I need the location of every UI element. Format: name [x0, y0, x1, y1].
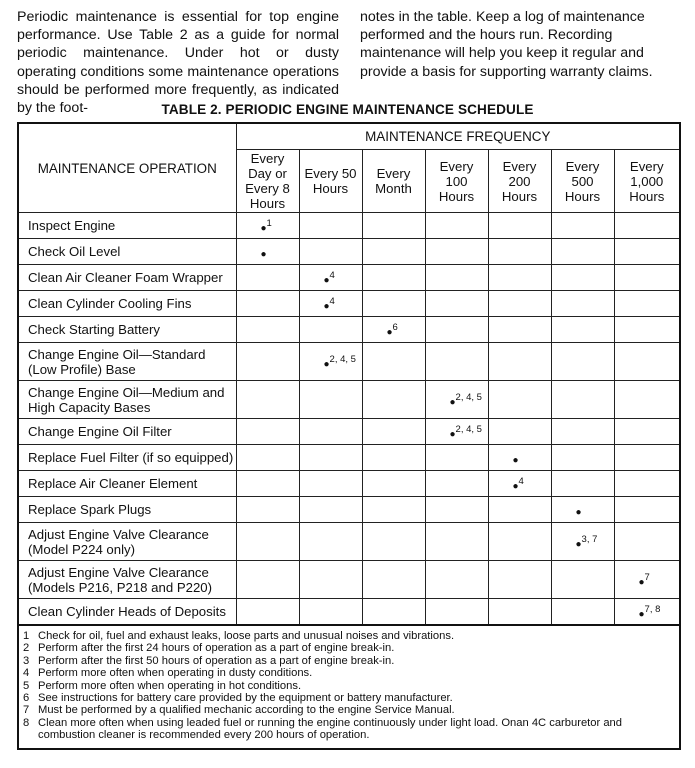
- frequency-cell: [551, 291, 614, 317]
- frequency-cell: [488, 523, 551, 561]
- operation-label: Change Engine Oil—Medium and: [28, 384, 225, 400]
- frequency-cell: [425, 561, 488, 599]
- footnote-reference: 6: [392, 321, 398, 333]
- frequency-cell: [299, 265, 362, 291]
- table-row: [18, 599, 680, 626]
- frequency-cell: [551, 445, 614, 471]
- frequency-cell: [614, 523, 680, 561]
- frequency-cell: [488, 599, 551, 626]
- frequency-cell: [362, 265, 425, 291]
- footnote-text: Perform more often when operating in dusty conditions.: [38, 667, 313, 680]
- maintenance-schedule-table: [17, 122, 681, 750]
- frequency-header: MAINTENANCE FREQUENCY: [236, 123, 680, 150]
- table-title: TABLE 2. PERIODIC ENGINE MAINTENANCE SCHEDULE: [161, 102, 534, 117]
- operation-label: Replace Spark Plugs: [28, 502, 152, 517]
- frequency-cell: [551, 213, 614, 239]
- schedule-mark: [261, 218, 272, 234]
- frequency-cell: [614, 343, 680, 381]
- frequency-header-line: Every: [376, 166, 411, 181]
- schedule-mark: [576, 502, 582, 518]
- operation-cell: [18, 419, 236, 445]
- footnote-item: [23, 667, 679, 679]
- footnote-item: [23, 680, 679, 692]
- frequency-cell: [614, 317, 680, 343]
- frequency-cell: [236, 291, 299, 317]
- operation-label: Change Engine Oil Filter: [28, 424, 172, 439]
- operation-label: Change Engine Oil—Standard: [28, 346, 206, 362]
- schedule-mark: [261, 244, 267, 260]
- operation-cell: [18, 445, 236, 471]
- bullet-icon: ●: [323, 274, 330, 286]
- frequency-cell: [362, 381, 425, 419]
- frequency-cell: [425, 213, 488, 239]
- footnote-number: 8: [23, 716, 30, 729]
- frequency-cell: [299, 497, 362, 523]
- footnote-number: 5: [23, 679, 30, 692]
- bullet-icon: ●: [638, 576, 645, 588]
- footnote-text: Must be performed by a qualified mechanic according to the engine Service Manual.: [38, 704, 455, 717]
- frequency-cell: [551, 471, 614, 497]
- operation-cell: [18, 599, 236, 626]
- frequency-column-header: [299, 150, 362, 213]
- footnote-reference: 3, 7: [581, 533, 598, 545]
- footnote-text: See instructions for battery care provided by the equipment or battery manufacturer.: [38, 692, 453, 705]
- bullet-icon: ●: [449, 396, 456, 408]
- frequency-cell: [299, 291, 362, 317]
- operation-cell: [18, 497, 236, 523]
- frequency-cell: [362, 561, 425, 599]
- frequency-cell: [425, 291, 488, 317]
- frequency-cell: [236, 213, 299, 239]
- frequency-cell: [551, 317, 614, 343]
- operation-label: Replace Air Cleaner Element: [28, 476, 198, 491]
- intro-left-column: Periodic maintenance is essential for top engine performance. Use Table 2 as a guide for normal periodic maintenance. Under hot or dusty operating conditions some maintenance operations should be performed more frequently, as indicated by the foot-: [17, 9, 339, 117]
- footnote-reference: 7, 8: [644, 603, 661, 615]
- frequency-cell: [614, 381, 680, 419]
- footnote-reference: 2, 4, 5: [455, 391, 482, 403]
- footnotes: [18, 625, 680, 749]
- frequency-cell: [362, 471, 425, 497]
- frequency-cell: [236, 343, 299, 381]
- bullet-icon: ●: [323, 358, 330, 370]
- footnote-text: Perform after the first 50 hours of operation as a part of engine break-in.: [38, 654, 395, 667]
- frequency-header-line: Hours: [312, 181, 349, 196]
- frequency-cell: [614, 291, 680, 317]
- footnote-reference: 4: [329, 295, 335, 307]
- schedule-mark: [324, 270, 335, 286]
- frequency-cell: [236, 561, 299, 599]
- footnote-number: 3: [23, 654, 30, 667]
- operation-label: Check Starting Battery: [28, 322, 160, 337]
- schedule-mark: [576, 534, 598, 550]
- footnote-number: 7: [23, 704, 30, 717]
- frequency-cell: [236, 419, 299, 445]
- frequency-cell: [236, 471, 299, 497]
- bullet-icon: ●: [575, 506, 582, 518]
- schedule-mark: [450, 424, 482, 440]
- operation-cell: [18, 317, 236, 343]
- frequency-cell: [236, 317, 299, 343]
- frequency-cell: [299, 445, 362, 471]
- frequency-column-header: [236, 150, 299, 213]
- frequency-cell: [614, 561, 680, 599]
- table-row: [18, 381, 680, 419]
- footnote-text: Perform more often when operating in hot conditions.: [38, 679, 302, 692]
- schedule-mark: [639, 604, 661, 620]
- operation-cell: [18, 265, 236, 291]
- frequency-cell: [614, 419, 680, 445]
- frequency-cell: [551, 343, 614, 381]
- footnote-reference: 7: [644, 571, 650, 583]
- schedule-mark: [513, 476, 524, 492]
- frequency-cell: [425, 317, 488, 343]
- frequency-column-header: [551, 150, 614, 213]
- frequency-cell: [551, 381, 614, 419]
- frequency-cell: [488, 471, 551, 497]
- frequency-column-header: [362, 150, 425, 213]
- footnote-reference: 2, 4, 5: [329, 353, 356, 365]
- frequency-cell: [236, 445, 299, 471]
- footnote-text: Check for oil, fuel and exhaust leaks, loose parts and unusual noises and vibrations.: [38, 630, 455, 642]
- operation-label: Inspect Engine: [28, 218, 116, 233]
- frequency-cell: [614, 213, 680, 239]
- frequency-cell: [488, 291, 551, 317]
- footnote-text: Clean more often when using leaded fuel or running the engine continuously under light load. Onan 4C carburetor and combustion cleaner is recommended every 200 hours of operation.: [38, 716, 623, 742]
- frequency-cell: [362, 343, 425, 381]
- frequency-cell: [488, 343, 551, 381]
- operation-label: (Model P224 only): [28, 541, 136, 557]
- frequency-cell: [236, 265, 299, 291]
- frequency-cell: [614, 265, 680, 291]
- operation-column-header: MAINTENANCE OPERATION: [18, 123, 236, 213]
- frequency-cell: [362, 523, 425, 561]
- frequency-header-line: 1,000: [630, 173, 664, 189]
- table-row: [18, 445, 680, 471]
- frequency-header-line: Hours: [501, 188, 538, 204]
- frequency-cell: [362, 497, 425, 523]
- frequency-cell: [614, 471, 680, 497]
- frequency-cell: [362, 291, 425, 317]
- frequency-cell: [488, 381, 551, 419]
- table-row: [18, 561, 680, 599]
- frequency-cell: [614, 239, 680, 265]
- operation-cell: [18, 343, 236, 381]
- frequency-cell: [362, 419, 425, 445]
- table-row: [18, 317, 680, 343]
- bullet-icon: ●: [260, 222, 267, 234]
- footnote-text: Perform after the first 24 hours of operation as a part of engine break-in.: [38, 642, 395, 655]
- bullet-icon: ●: [323, 300, 330, 312]
- table-row: [18, 343, 680, 381]
- operation-cell: [18, 239, 236, 265]
- frequency-cell: [425, 599, 488, 626]
- frequency-cell: [614, 497, 680, 523]
- frequency-cell: [236, 239, 299, 265]
- schedule-mark: [450, 392, 482, 408]
- frequency-cell: [299, 523, 362, 561]
- frequency-cell: [425, 497, 488, 523]
- frequency-cell: [299, 561, 362, 599]
- footnote-number: 1: [23, 630, 30, 642]
- operation-cell: [18, 523, 236, 561]
- frequency-cell: [488, 213, 551, 239]
- frequency-header-line: Hours: [438, 188, 475, 204]
- frequency-cell: [236, 497, 299, 523]
- frequency-header-line: Every: [629, 158, 664, 174]
- frequency-header-line: Every: [439, 158, 474, 174]
- footnote-item: [23, 642, 679, 654]
- frequency-cell: [551, 561, 614, 599]
- table-row: [18, 523, 680, 561]
- footnote-item: [23, 717, 679, 742]
- bullet-icon: ●: [449, 428, 456, 440]
- frequency-header-line: Every: [565, 158, 600, 174]
- table-row: [18, 419, 680, 445]
- footnote-item: [23, 655, 679, 667]
- operation-label: Clean Cylinder Heads of Deposits: [28, 604, 226, 619]
- bullet-icon: ●: [638, 608, 645, 620]
- footnote-item: [23, 630, 679, 642]
- footnote-reference: 4: [329, 269, 335, 281]
- frequency-cell: [551, 419, 614, 445]
- frequency-cell: [425, 381, 488, 419]
- footnote-reference: 1: [266, 217, 272, 229]
- frequency-cell: [551, 239, 614, 265]
- frequency-cell: [488, 317, 551, 343]
- intro-text: [17, 8, 682, 117]
- frequency-cell: [488, 445, 551, 471]
- operation-label: Adjust Engine Valve Clearance: [28, 526, 209, 542]
- frequency-cell: [488, 265, 551, 291]
- schedule-mark: [387, 322, 398, 338]
- frequency-cell: [425, 523, 488, 561]
- frequency-cell: [425, 419, 488, 445]
- operation-label: Check Oil Level: [28, 244, 121, 259]
- frequency-cell: [614, 445, 680, 471]
- footnote-reference: 2, 4, 5: [455, 423, 482, 435]
- bullet-icon: ●: [386, 326, 393, 338]
- frequency-header-line: Every 50: [304, 166, 357, 181]
- frequency-cell: [425, 343, 488, 381]
- operation-cell: [18, 213, 236, 239]
- frequency-cell: [236, 599, 299, 626]
- frequency-cell: [488, 497, 551, 523]
- footnote-reference: 4: [518, 475, 524, 487]
- frequency-cell: [362, 213, 425, 239]
- operation-label: Clean Air Cleaner Foam Wrapper: [28, 270, 223, 285]
- frequency-cell: [488, 239, 551, 265]
- operation-label: Replace Fuel Filter (if so equipped): [28, 450, 234, 465]
- operation-label: (Models P216, P218 and P220): [28, 579, 213, 595]
- bullet-icon: ●: [260, 248, 267, 260]
- frequency-header-line: Month: [375, 181, 412, 196]
- frequency-cell: [362, 445, 425, 471]
- frequency-cell: [299, 419, 362, 445]
- operation-label: Adjust Engine Valve Clearance: [28, 564, 209, 580]
- frequency-cell: [551, 599, 614, 626]
- table-row: [18, 471, 680, 497]
- table-row: [18, 239, 680, 265]
- table-row: [18, 213, 680, 239]
- frequency-header-line: Hours: [249, 196, 286, 211]
- bullet-icon: ●: [575, 538, 582, 550]
- frequency-header-line: Every: [502, 158, 537, 174]
- operation-label: Clean Cylinder Cooling Fins: [28, 296, 192, 311]
- schedule-mark: [513, 450, 519, 466]
- frequency-cell: [614, 599, 680, 626]
- frequency-header-line: 200: [508, 173, 531, 189]
- frequency-cell: [551, 265, 614, 291]
- frequency-header-line: Every: [250, 151, 285, 166]
- frequency-cell: [551, 523, 614, 561]
- frequency-cell: [299, 343, 362, 381]
- frequency-header-line: 500: [571, 173, 594, 189]
- frequency-cell: [425, 265, 488, 291]
- footnote-item: [23, 704, 679, 716]
- frequency-cell: [362, 599, 425, 626]
- frequency-cell: [488, 561, 551, 599]
- frequency-header-line: Hours: [564, 188, 601, 204]
- schedule-mark: [639, 572, 650, 588]
- frequency-column-header: [614, 150, 680, 213]
- frequency-cell: [551, 497, 614, 523]
- frequency-cell: [362, 239, 425, 265]
- operation-cell: [18, 471, 236, 497]
- frequency-cell: [488, 419, 551, 445]
- footnote-item: [23, 692, 679, 704]
- frequency-header-line: Day or: [248, 166, 287, 181]
- footnote-number: 6: [23, 692, 30, 705]
- table-row: [18, 497, 680, 523]
- frequency-cell: [299, 213, 362, 239]
- operation-cell: [18, 291, 236, 317]
- bullet-icon: ●: [512, 454, 519, 466]
- schedule-mark: [324, 296, 335, 312]
- frequency-header-line: Every 8: [245, 181, 290, 196]
- frequency-cell: [362, 317, 425, 343]
- frequency-column-header: [488, 150, 551, 213]
- frequency-cell: [299, 599, 362, 626]
- table-row: [18, 265, 680, 291]
- footnote-number: 2: [23, 642, 30, 655]
- bullet-icon: ●: [512, 480, 519, 492]
- frequency-cell: [299, 317, 362, 343]
- operation-cell: [18, 561, 236, 599]
- operation-label: (Low Profile) Base: [28, 361, 136, 377]
- footnote-number: 4: [23, 667, 30, 680]
- frequency-cell: [299, 471, 362, 497]
- frequency-cell: [299, 239, 362, 265]
- schedule-mark: [324, 354, 356, 370]
- intro-right-column: notes in the table. Keep a log of maintenance performed and the hours run. Recording maintenance will help you keep it regular and provide a basis for supporting warranty claims.: [360, 9, 653, 80]
- frequency-header-line: 100: [445, 173, 468, 189]
- frequency-cell: [425, 471, 488, 497]
- operation-cell: [18, 381, 236, 419]
- frequency-cell: [236, 523, 299, 561]
- frequency-cell: [236, 381, 299, 419]
- frequency-column-header: [425, 150, 488, 213]
- frequency-header-line: Hours: [629, 188, 665, 204]
- frequency-cell: [299, 381, 362, 419]
- table-row: [18, 291, 680, 317]
- operation-label: High Capacity Bases: [28, 399, 151, 415]
- frequency-cell: [425, 239, 488, 265]
- frequency-cell: [425, 445, 488, 471]
